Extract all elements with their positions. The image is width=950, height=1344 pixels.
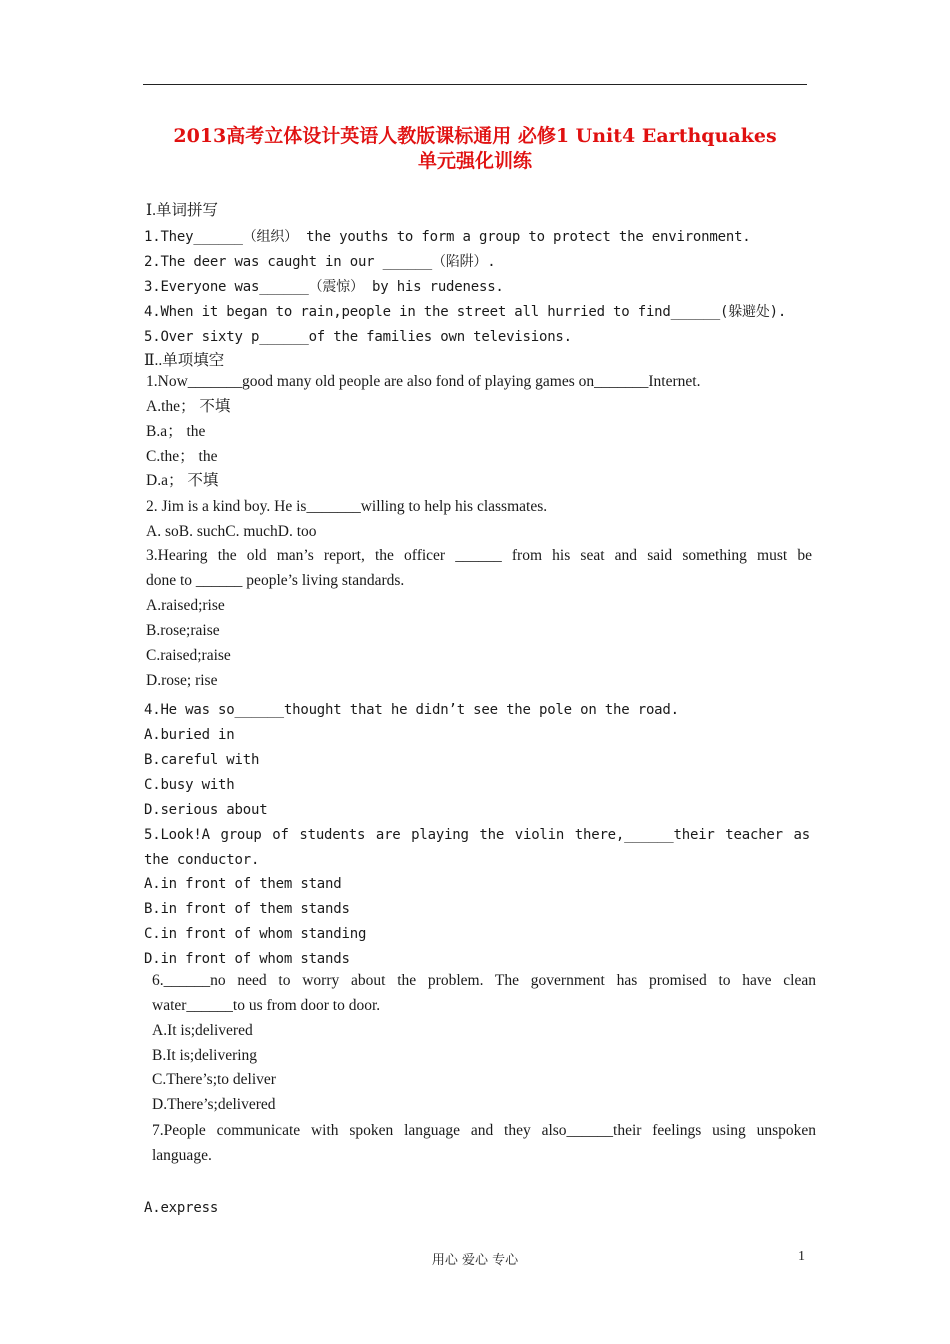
q3-stem-line1: 3.Hearing the old man’s report, the officer ______ from his seat and said something must be	[146, 547, 812, 564]
q7-option-a: A.express	[144, 1200, 219, 1216]
section1-heading: Ⅰ.单词拼写	[146, 202, 218, 219]
q6-stem-line1: 6.______no need to worry about the problem. The government has promised to have clean	[152, 972, 816, 989]
q6-option-d: D.There’s;delivered	[152, 1096, 276, 1113]
section1-item-3: 3.Everyone was______（震惊） by his rudeness.	[144, 279, 504, 295]
document-title-line1: 2013高考立体设计英语人教版课标通用 必修1 Unit4 Earthquakes	[173, 125, 777, 147]
q1-stem: 1.Now_______good many old people are also fond of playing games on_______Internet.	[146, 373, 701, 390]
q5-stem-line1: 5.Look!A group of students are playing the violin there,______their teacher as	[144, 827, 810, 843]
q5-option-b: B.in front of them stands	[144, 901, 350, 917]
section2-heading: Ⅱ..单项填空	[144, 352, 225, 369]
q5-option-a: A.in front of them stand	[144, 876, 342, 892]
q2-options: A. soB. suchC. muchD. too	[146, 523, 317, 540]
section1-item-4: 4.When it began to rain,people in the street all hurried to find______(躲避处).	[144, 304, 787, 320]
q5-option-d: D.in front of whom stands	[144, 951, 350, 967]
q4-option-a: A.buried in	[144, 727, 235, 743]
q4-option-b: B.careful with	[144, 752, 260, 768]
q3-option-b: B.rose;raise	[146, 622, 220, 639]
section1-item-1: 1.They______（组织） the youths to form a group to protect the environment.	[144, 229, 751, 245]
section1-item-2: 2.The deer was caught in our ______（陷阱）.	[144, 254, 496, 270]
q4-stem: 4.He was so______thought that he didn’t see the pole on the road.	[144, 702, 679, 718]
q6-option-a: A.It is;delivered	[152, 1022, 253, 1039]
q7-stem-line2: language.	[152, 1147, 212, 1164]
q2-stem: 2. Jim is a kind boy. He is_______willing to help his classmates.	[146, 498, 548, 515]
q7-stem-line1: 7.People communicate with spoken language and they also______their feelings using unspoken	[152, 1122, 816, 1139]
q3-option-a: A.raised;rise	[146, 597, 225, 614]
q1-option-c: C.the； the	[146, 448, 218, 465]
q1-option-a: A.the； 不填	[146, 398, 231, 415]
q3-stem-line2: done to ______ people’s living standards.	[146, 572, 405, 589]
q6-stem-line2: water______to us from door to door.	[152, 997, 381, 1014]
q4-option-c: C.busy with	[144, 777, 235, 793]
q6-option-c: C.There’s;to deliver	[152, 1071, 276, 1088]
q5-option-c: C.in front of whom standing	[144, 926, 367, 942]
section1-item-5: 5.Over sixty p______of the families own televisions.	[144, 329, 572, 345]
q4-option-d: D.serious about	[144, 802, 268, 818]
q3-option-d: D.rose; rise	[146, 672, 218, 689]
header-rule	[143, 84, 807, 85]
q6-option-b: B.It is;delivering	[152, 1047, 258, 1064]
q5-stem-line2: the conductor.	[144, 852, 260, 868]
page-number: 1	[798, 1249, 805, 1264]
document-title-line2: 单元强化训练	[417, 150, 532, 172]
q1-option-b: B.a； the	[146, 423, 206, 440]
page-footer: 用心 爱心 专心	[431, 1253, 519, 1268]
q1-option-d: D.a； 不填	[146, 472, 219, 489]
q3-option-c: C.raised;raise	[146, 647, 231, 664]
